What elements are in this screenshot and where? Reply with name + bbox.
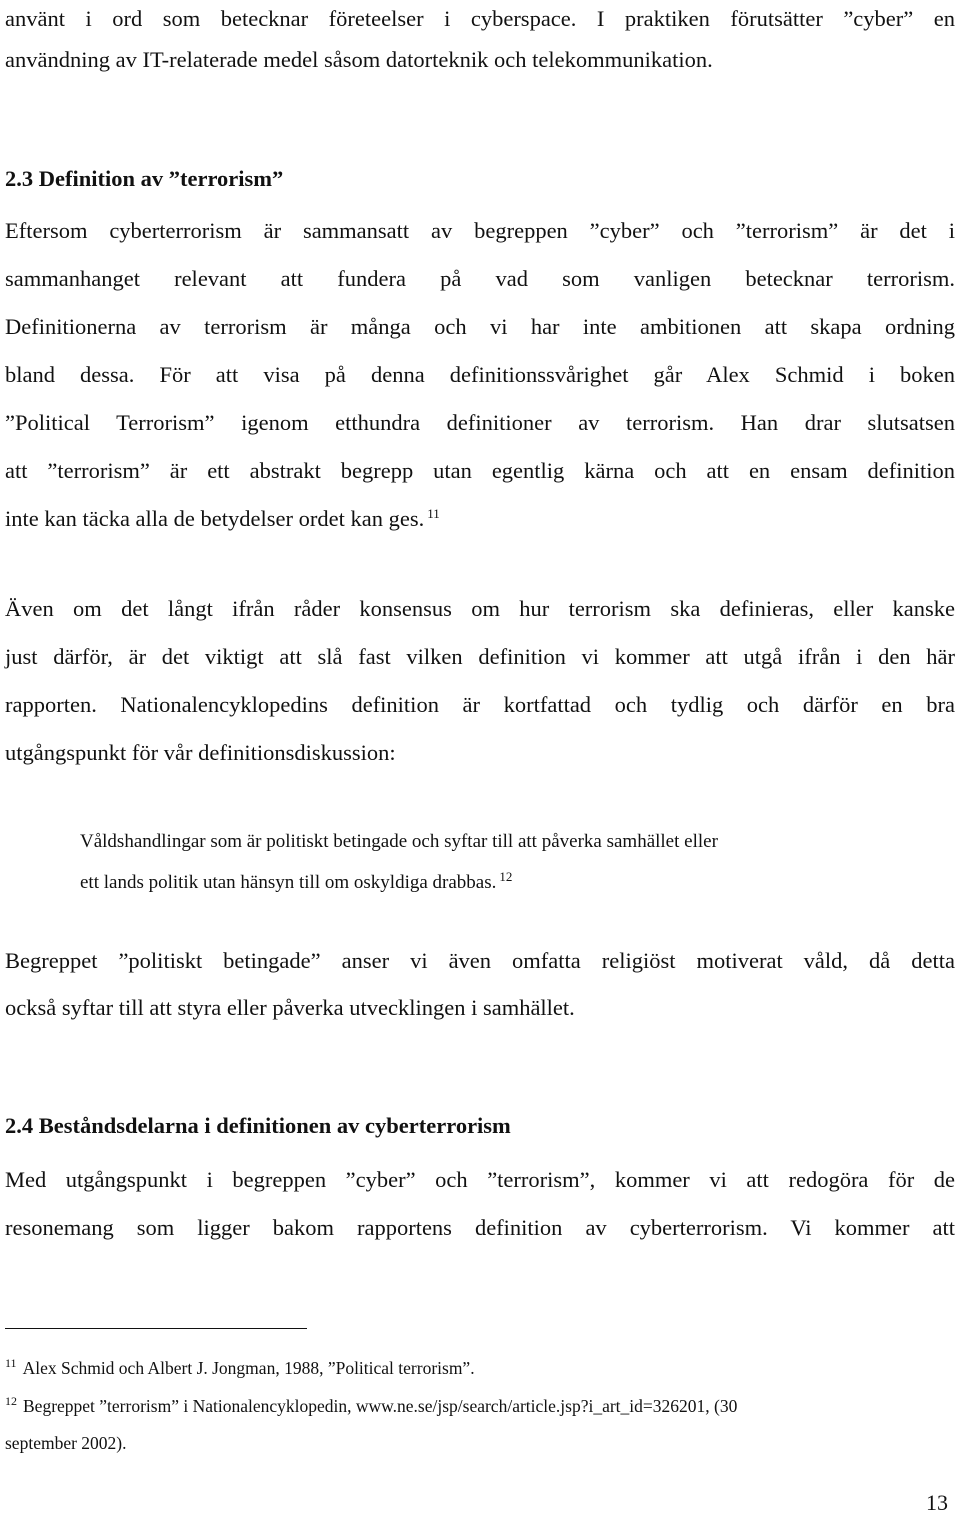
footnote-12-number: 12 [5, 1394, 17, 1409]
intro-line-2: användning av IT-relaterade medel såsom datorteknik och telekommunikation. [5, 47, 713, 72]
page-number: 13 [926, 1490, 948, 1515]
p3-line-2: också syftar till att styra eller påverka utvecklingen i samhället. [5, 995, 575, 1020]
p1-line-6: att ”terrorism” är ett abstrakt begrepp utan egentlig kärna och att en ensam definition [5, 458, 955, 483]
quote-line-1: Våldshandlingar som är politiskt betingade och syftar till att påverka samhället eller [80, 831, 718, 852]
footnote-ref-12: 12 [499, 868, 513, 884]
footnote-ref-11: 11 [427, 505, 440, 521]
p3-line-1: Begreppet ”politiskt betingade” anser vi även omfatta religiöst motiverat våld, då detta [5, 948, 955, 973]
footnote-11-line [5, 1356, 475, 1380]
footnote-divider [5, 1328, 307, 1329]
footnote-11-number: 11 [5, 1356, 17, 1371]
p1-line-2: sammanhanget relevant att fundera på vad som vanligen betecknar terrorism. [5, 266, 955, 291]
section-2-4-heading-text: 2.4 Beståndsdelarna i definitionen av cyberterrorism [5, 1113, 511, 1138]
footnote-12-line-2: september 2002). [5, 1433, 127, 1453]
p1-line-7 [5, 504, 440, 534]
p2-line-2: just därför, är det viktigt att slå fast vilken definition vi kommer att utgå ifrån i den här [5, 644, 955, 669]
p2-line-4: utgångspunkt för vår definitionsdiskussion: [5, 740, 396, 765]
footnote-12-text-1: Begreppet ”terrorism” i Nationalencyklopedin, www.ne.se/jsp/search/article.jsp?i_art_id=326201, (30 [23, 1396, 738, 1416]
p1-line-3: Definitionerna av terrorism är många och vi har inte ambitionen att skapa ordning [5, 314, 955, 339]
p2-line-1: Även om det långt ifrån råder konsensus om hur terrorism ska definieras, eller kanske [5, 596, 955, 621]
p1-line-7-text: inte kan täcka alla de betydelser ordet kan ges. [5, 506, 425, 531]
p1-line-5: ”Political Terrorism” igenom etthundra definitioner av terrorism. Han drar slutsatsen [5, 410, 955, 435]
footnote-12-line-1 [5, 1394, 737, 1418]
section-2-3-heading-text: 2.3 Definition av ”terrorism” [5, 166, 284, 191]
quote-line-2-text: ett lands politik utan hänsyn till om oskyldiga drabbas. [80, 872, 497, 893]
p1-line-4: bland dessa. För att visa på denna definitionssvårighet går Alex Schmid i boken [5, 362, 955, 387]
quote-line-2 [80, 870, 512, 896]
s24-line-1: Med utgångspunkt i begreppen ”cyber” och ”terrorism”, kommer vi att redogöra för de [5, 1167, 955, 1192]
s24-line-2: resonemang som ligger bakom rapportens definition av cyberterrorism. Vi kommer att [5, 1215, 955, 1240]
intro-line-1: använt i ord som betecknar företeelser i cyberspace. I praktiken förutsätter ”cyber” en [5, 6, 955, 31]
p1-line-1: Eftersom cyberterrorism är sammansatt av begreppen ”cyber” och ”terrorism” är det i [5, 218, 955, 243]
footnote-11-text: Alex Schmid och Albert J. Jongman, 1988, ”Political terrorism”. [22, 1358, 475, 1378]
p2-line-3: rapporten. Nationalencyklopedins definition är kortfattad och tydlig och därför en bra [5, 692, 955, 717]
